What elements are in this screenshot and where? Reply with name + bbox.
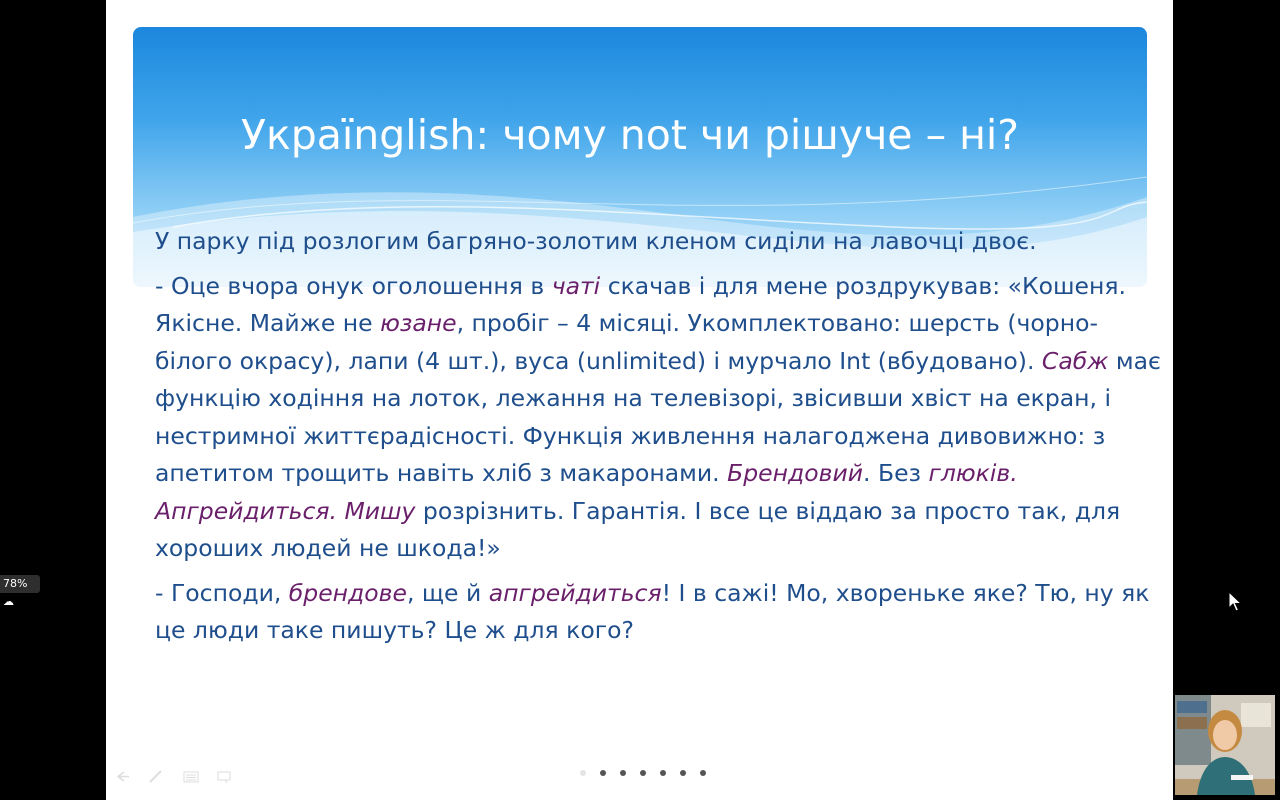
emphasized-slang-word: чаті — [551, 271, 601, 300]
slide-dot[interactable] — [680, 770, 686, 776]
body-text-run: скачав і для мене роздрукував: «Кошеня. Якісне. Майже не — [155, 271, 1126, 337]
emphasized-slang-word: юзане — [380, 309, 457, 337]
slide-dot[interactable] — [580, 770, 586, 776]
body-text-run: ! І в сажі! Мо, хвореньке яке? Тю, ну як це люди таке пишуть? Це ж для кого? — [155, 578, 1150, 644]
slide-dot[interactable] — [640, 770, 646, 776]
slide-dot[interactable] — [660, 770, 666, 776]
body-text-run: , пробіг – 4 місяці. Укомплектовано: шерсть (чорно-білого окрасу), лапи (4 шт.), вуса (unlimited) і мурчало Int (вбудовано). — [155, 309, 1098, 375]
body-text-run: - Господи, — [155, 578, 289, 607]
mouse-cursor-icon — [1228, 591, 1242, 613]
emphasized-slang-word: Сабж — [1041, 346, 1109, 375]
presenter-video-frame — [1175, 695, 1275, 795]
body-text-run: , ще й — [406, 578, 489, 607]
body-paragraph — [155, 268, 1165, 568]
emphasized-slang-word: глюків. Апгрейдиться. Мишу — [155, 459, 1018, 525]
body-text-run: має функцію ходіння на лоток, лежання на телевізорі, звісивши хвіст на екран, і нестримної життєрадісності. Функція живлення налагоджена дивовижно: з апетитом трощить навіть хліб з макаронами. — [155, 346, 1161, 487]
slide-dot[interactable] — [620, 770, 626, 776]
previous-slide-icon[interactable] — [114, 770, 130, 783]
zoom-indicator[interactable] — [0, 575, 40, 608]
zoom-level: 78% — [3, 577, 28, 590]
slide-canvas — [106, 0, 1173, 800]
slide-title: Україnglish: чому not чи рішуче – ні? — [241, 111, 1020, 159]
zoom-icon: ☁ — [3, 595, 14, 608]
body-paragraph — [155, 575, 1165, 650]
slide-dot[interactable] — [600, 770, 606, 776]
body-paragraph — [155, 223, 1165, 261]
body-text-run: У парку під розлогим багряно-золотим кленом сиділи на лавочці двоє. — [155, 227, 1037, 255]
presenter-webcam-video — [1175, 695, 1275, 795]
pen-icon[interactable] — [148, 770, 164, 783]
body-text-run: . Без — [863, 459, 929, 487]
body-text-run: розрізнить. Гарантія. І все це віддаю за просто так, для хороших людей не шкода!» — [155, 496, 1121, 562]
next-slide-icon[interactable] — [217, 770, 233, 783]
emphasized-slang-word: апгрейдиться — [488, 578, 662, 607]
menu-icon[interactable] — [183, 770, 199, 783]
emphasized-slang-word: Брендовий — [727, 459, 864, 487]
slide-dot[interactable] — [700, 770, 706, 776]
emphasized-slang-word: брендове — [288, 578, 407, 607]
slide-body — [155, 223, 1165, 650]
body-text-run: - Оце вчора онук оголошення в — [155, 271, 552, 300]
